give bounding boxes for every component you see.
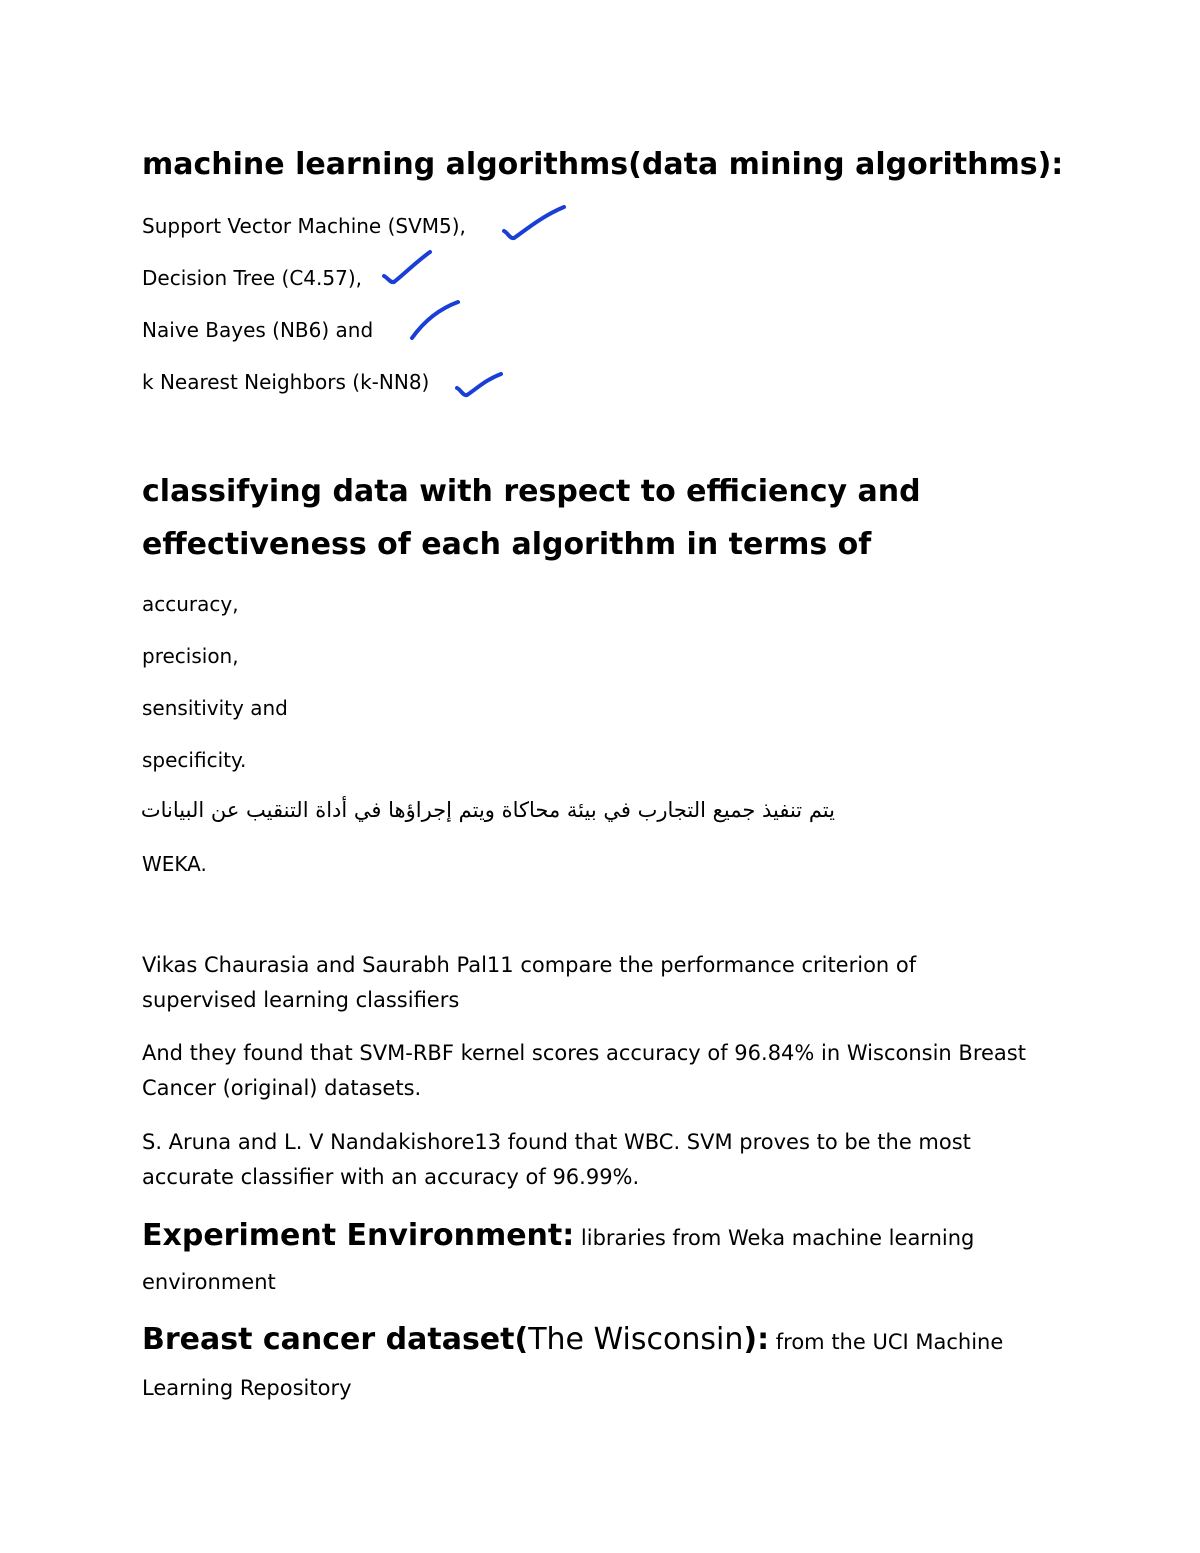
- dataset-label-end: ):: [743, 1322, 770, 1357]
- algorithm-item-knn: k Nearest Neighbors (k-NN8): [142, 370, 430, 394]
- algorithm-item-decision-tree: Decision Tree (C4.57),: [142, 266, 362, 290]
- paragraph-svm-rbf: And they found that SVM-RBF kernel scores accuracy of 96.84% in Wisconsin Breast Cancer (original) datasets.: [142, 1041, 1026, 1100]
- arabic-note: يتم تنفيذ جميع التجارب في بيئة محاكاة ويتم إجراؤها في أداة التنقيب عن البيانات: [140, 798, 835, 822]
- heading-classifying-line2: effectiveness of each algorithm in terms of: [142, 527, 872, 562]
- dataset-text: from the UCI Machine Learning Repository: [142, 1330, 1004, 1400]
- dataset-description: [142, 1318, 1042, 1412]
- experiment-text: libraries from Weka machine learning environment: [142, 1226, 975, 1294]
- metric-item-sensitivity: sensitivity and: [142, 696, 288, 720]
- dataset-label-normal: The Wisconsin: [528, 1322, 744, 1357]
- metric-item-precision: precision,: [142, 644, 239, 668]
- metric-item-specificity: specificity.: [142, 748, 247, 772]
- heading-classifying-line1: classifying data with respect to efficiency and: [142, 474, 921, 509]
- paragraph-chaurasia: Vikas Chaurasia and Saurabh Pal11 compare the performance criterion of supervised learning classifiers: [142, 953, 917, 1012]
- experiment-label: Experiment Environment:: [142, 1218, 575, 1253]
- dataset-label-bold: Breast cancer dataset(: [142, 1322, 529, 1357]
- weka-label: WEKA.: [142, 852, 207, 876]
- heading-algorithms: machine learning algorithms(data mining algorithms):: [142, 147, 1064, 182]
- algorithm-item-naive-bayes: Naive Bayes (NB6) and: [142, 318, 374, 342]
- paragraph-aruna: S. Aruna and L. V Nandakishore13 found that WBC. SVM proves to be the most accurate classifier with an accuracy of 96.99%.: [142, 1130, 971, 1189]
- checkmark-icon: [500, 205, 570, 245]
- checkmark-icon: [380, 250, 440, 290]
- algorithm-item-svm: Support Vector Machine (SVM5),: [142, 214, 466, 238]
- checkmark-icon: [408, 298, 468, 344]
- experiment-environment: [142, 1215, 1042, 1305]
- checkmark-icon: [455, 370, 515, 400]
- metric-item-accuracy: accuracy,: [142, 592, 239, 616]
